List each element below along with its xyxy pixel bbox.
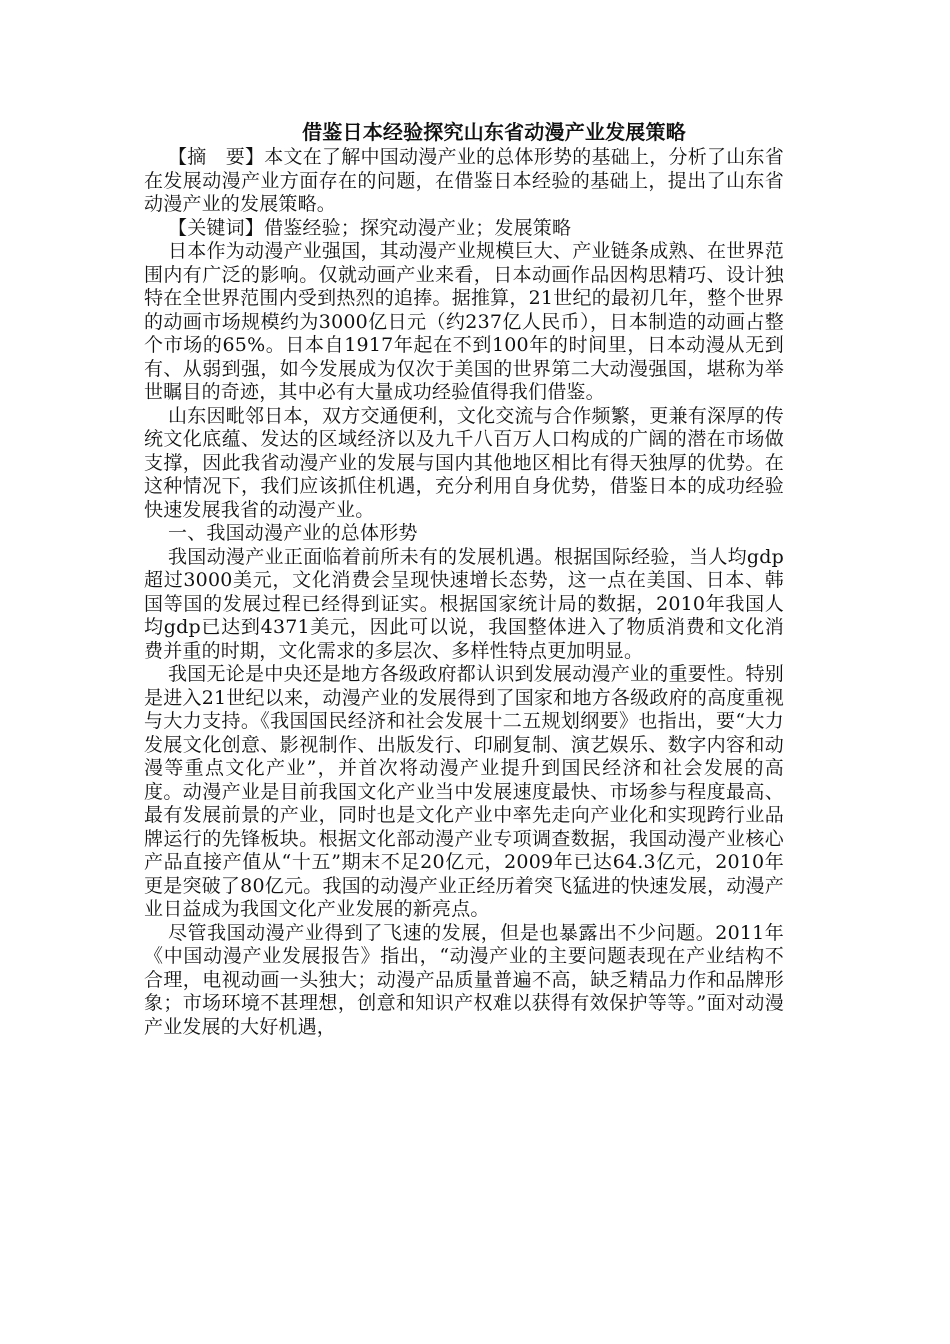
body-paragraph: 我国无论是中央还是地方各级政府都认识到发展动漫产业的重要性。特别是进入21世纪以来，动漫产业的发展得到了国家和地方各级政府的高度重视与大力支持。《我国国民经济和社会发展十二五规划纲要》也指出，要“大力发展文化创意、影视制作、出版发行、印刷复制、演艺娱乐、数字内容和动漫等重点文化产业”，并首次将动漫产业提升到国民经济和社会发展的高度。动漫产业是目前我国文化产业当中发展速度最快、市场参与程度最高、最有发展前景的产业，同时也是文化产业中率先走向产业化和实现跨行业品牌运行的先锋板块。根据文化部动漫产业专项调查数据，我国动漫产业核心产品直接产值从“十五”期末不足20亿元，2009年已达64.3亿元，2010年更是突破了80亿元。我国的动漫产业正经历着突飞猛进的快速发展，动漫产业日益成为我国文化产业发展的新亮点。: [144, 663, 784, 920]
document-title: 借鉴日本经验探究山东省动漫产业发展策略: [302, 120, 686, 144]
section-heading: 一、我国动漫产业的总体形势: [168, 522, 418, 544]
keywords-paragraph: 【关键词】借鉴经验；探究动漫产业；发展策略: [168, 216, 572, 239]
body-paragraph: 山东因毗邻日本，双方交通便利，文化交流与合作频繁，更兼有深厚的传统文化底蕴、发达的区域经济以及九千八百万人口构成的广阔的潜在市场做支撑，因此我省动漫产业的发展与国内其他地区相比有得天独厚的优势。在这种情况下，我们应该抓住机遇，充分利用自身优势，借鉴日本的成功经验快速发展我省的动漫产业。: [144, 404, 784, 521]
document-page: [144, 118, 784, 1039]
body-paragraph: 我国动漫产业正面临着前所未有的发展机遇。根据国际经验，当人均gdp超过3000美元，文化消费会呈现快速增长态势，这一点在美国、日本、韩国等国的发展过程已经得到证实。根据国家统计局的数据，2010年我国人均gdp已达到4371美元，因此可以说，我国整体进入了物质消费和文化消费并重的时期，文化需求的多层次、多样性特点更加明显。: [144, 545, 784, 662]
abstract-paragraph: 【摘 要】本文在了解中国动漫产业的总体形势的基础上，分析了山东省在发展动漫产业方面存在的问题，在借鉴日本经验的基础上，提出了山东省动漫产业的发展策略。: [144, 146, 784, 215]
body-paragraph: 日本作为动漫产业强国，其动漫产业规模巨大、产业链条成熟、在世界范围内有广泛的影响。仅就动画产业来看，日本动画作品因构思精巧、设计独特在全世界范围内受到热烈的追捧。据推算，21世纪的最初几年，整个世界的动画市场规模约为3000亿日元（约237亿人民币），日本制造的动画占整个市场的65%。日本自1917年起在不到100年的时间里，日本动漫从无到有、从弱到强，如今发展成为仅次于美国的世界第二大动漫强国，堪称为举世瞩目的奇迹，其中必有大量成功经验值得我们借鉴。: [144, 240, 784, 403]
body-paragraph: 尽管我国动漫产业得到了飞速的发展，但是也暴露出不少问题。2011年《中国动漫产业发展报告》指出，“动漫产业的主要问题表现在产业结构不合理，电视动画一头独大；动漫产品质量普遍不高，缺乏精品力作和品牌形象；市场环境不甚理想，创意和知识产权难以获得有效保护等等。”面对动漫产业发展的大好机遇，: [144, 921, 784, 1038]
